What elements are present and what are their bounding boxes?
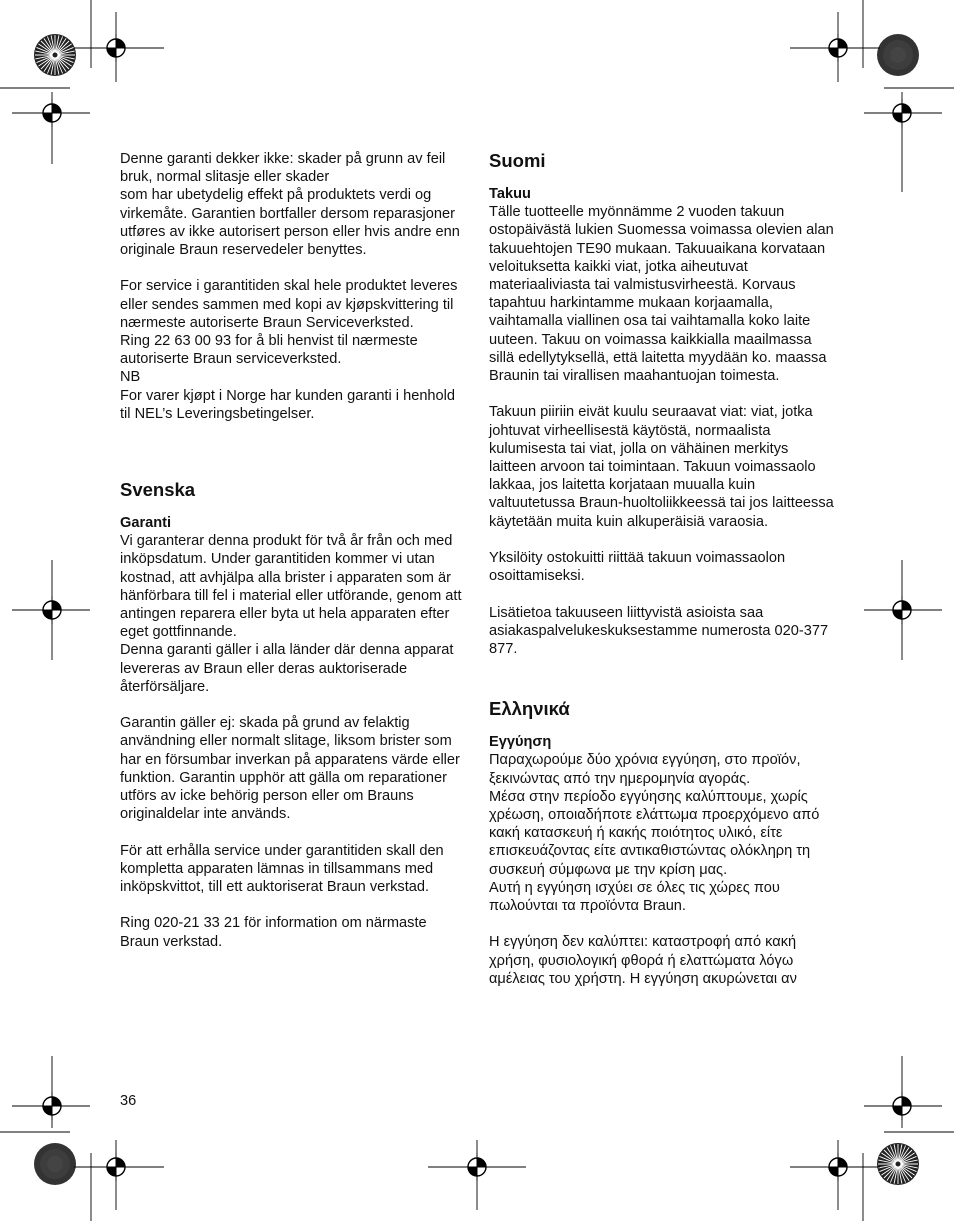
svenska-phone: Ring 020-21 33 21 för information om närmaste Braun verkstad. [120, 915, 427, 950]
greek-heading: Ελληνικά [489, 698, 570, 720]
right-column [489, 150, 834, 988]
left-column [120, 150, 465, 951]
svenska-subheading: Garanti [120, 515, 172, 532]
svenska-heading: Svenska [120, 479, 196, 501]
suomi-receipt: Yksilöity ostokuitti riittää takuun voimassaolon osoittamiseksi. [489, 550, 786, 585]
suomi-exclusions: Takuun piiriin eivät kuulu seuraavat viat: viat, jotka johtuvat virheellisestä käytöstä, normaalista kulumisesta tai viat, jolla on vähäinen merkitys laitteen arvoon tai toimintaan. Takuun voimassaolo lakkaa, jos laitetta korjataan muualla kuin valtuutetussa Braun-huoltoliikkeessä tai jos laitteessa käytetään muita kuin alkuperäisiä varaosia. [489, 404, 834, 530]
suomi-contact: Lisätietoa takuuseen liittyvistä asioista saa asiakaspalvelukeskuksestamme numerosta 020-377 877. [489, 604, 829, 658]
suomi-heading: Suomi [489, 150, 546, 171]
svenska-warranty-text: Vi garanterar denna produkt för två år från och med inköpsdatum. Under garantitiden kommer vi utan kostnad, att avhjälpa alla brister i apparaten som är hänförbara till fel i material eller utförande, genom att antingen reparera eller byta ut hela apparaten efter eget gottfinnande. Denna garanti gäller i alla länder där denna apparat levereras av Braun eller deras auktoriserade återförsäljare. [120, 533, 462, 695]
svenska-exclusions: Garantin gäller ej: skada på grund av felaktig användning eller normalt slitage, liksom brister som har en försumbar inverkan på apparatens värde eller funktion. Garantin upphör att gälla om reparationer utförs av icke behörig person eller om Brauns originaldelar inte används. [120, 715, 460, 823]
suomi-subheading: Takuu [489, 186, 531, 202]
greek-warranty-text: Παραχωρούμε δύο χρόνια εγγύηση, στο προϊόν, ξεκινώντας από την ημερομηνία αγοράς. Μέσα στην περίοδο εγγύησης καλύπτουμε, χωρίς χρέωση, οποιαδήποτε ελάττωμα προερχόμενο από κακή κατασκευή ή κακής ποιότητος υλικό, είτε επισκευάζοντας είτε αντικαθιστώντας ολόκληρη τη συσκευή σύμφωνα με την κρίση μας. Αυτή η εγγύηση ισχύει σε όλες τις χώρες που πωλούνται τα προϊόντα Braun. [489, 752, 820, 915]
norwegian-warranty-exclusions: Denne garanti dekker ikke: skader på grunn av feil bruk, normal slitasje eller skader som har ubetydelig effekt på produktets verdi og virkemåte. Garantien bortfaller dersom reparasjoner utføres av ikke autorisert person eller hvis andre enn originale Braun reservedeler benyttes. [120, 151, 460, 259]
greek-subheading: Εγγύηση [489, 734, 552, 751]
suomi-warranty-text: Tälle tuotteelle myönnämme 2 vuoden takuun ostopäivästä lukien Suomessa voimassa olevien alan takuuehtojen TE90 mukaan. Takuuaikana korvataan veloituksetta kaikki viat, jotka aiheutuvat materiaaliviasta tai valmistusvirheestä. Korvaus tapahtuu harkintamme mukaan korjaamalla, vaihtamalla viallinen osa tai vaihtamalla koko laite uuteen. Takuu on voimassa kaikkialla maailmassa sillä edellytyksellä, että laitetta myydään ko. maassa Braunin tai virallisen maahantuojan toimesta. [489, 204, 834, 385]
norwegian-service-info: For service i garantitiden skal hele produktet leveres eller sendes sammen med kopi av kjøpskvittering til nærmeste autoriserte Braun Serviceverksted. Ring 22 63 00 93 for å bli henvist til nærmeste autoriserte Braun serviceverksted. NB For varer kjøpt i Norge har kunden garanti i henhold til NEL’s Leveringsbetingelser. [120, 278, 458, 422]
greek-exclusions: Η εγγύηση δεν καλύπτει: καταστροφή από κακή χρήση, φυσιολογική φθορά ή ελαττώματα λόγω αμέλειας του χρήστη. Η εγγύηση ακυρώνεται αν [489, 934, 797, 987]
page-number: 36 [120, 1093, 137, 1109]
svenska-service: För att erhålla service under garantitiden skall den kompletta apparaten lämnas in tillsammans med inköpskvittot, till ett auktoriserat Braun verkstad. [120, 842, 444, 896]
